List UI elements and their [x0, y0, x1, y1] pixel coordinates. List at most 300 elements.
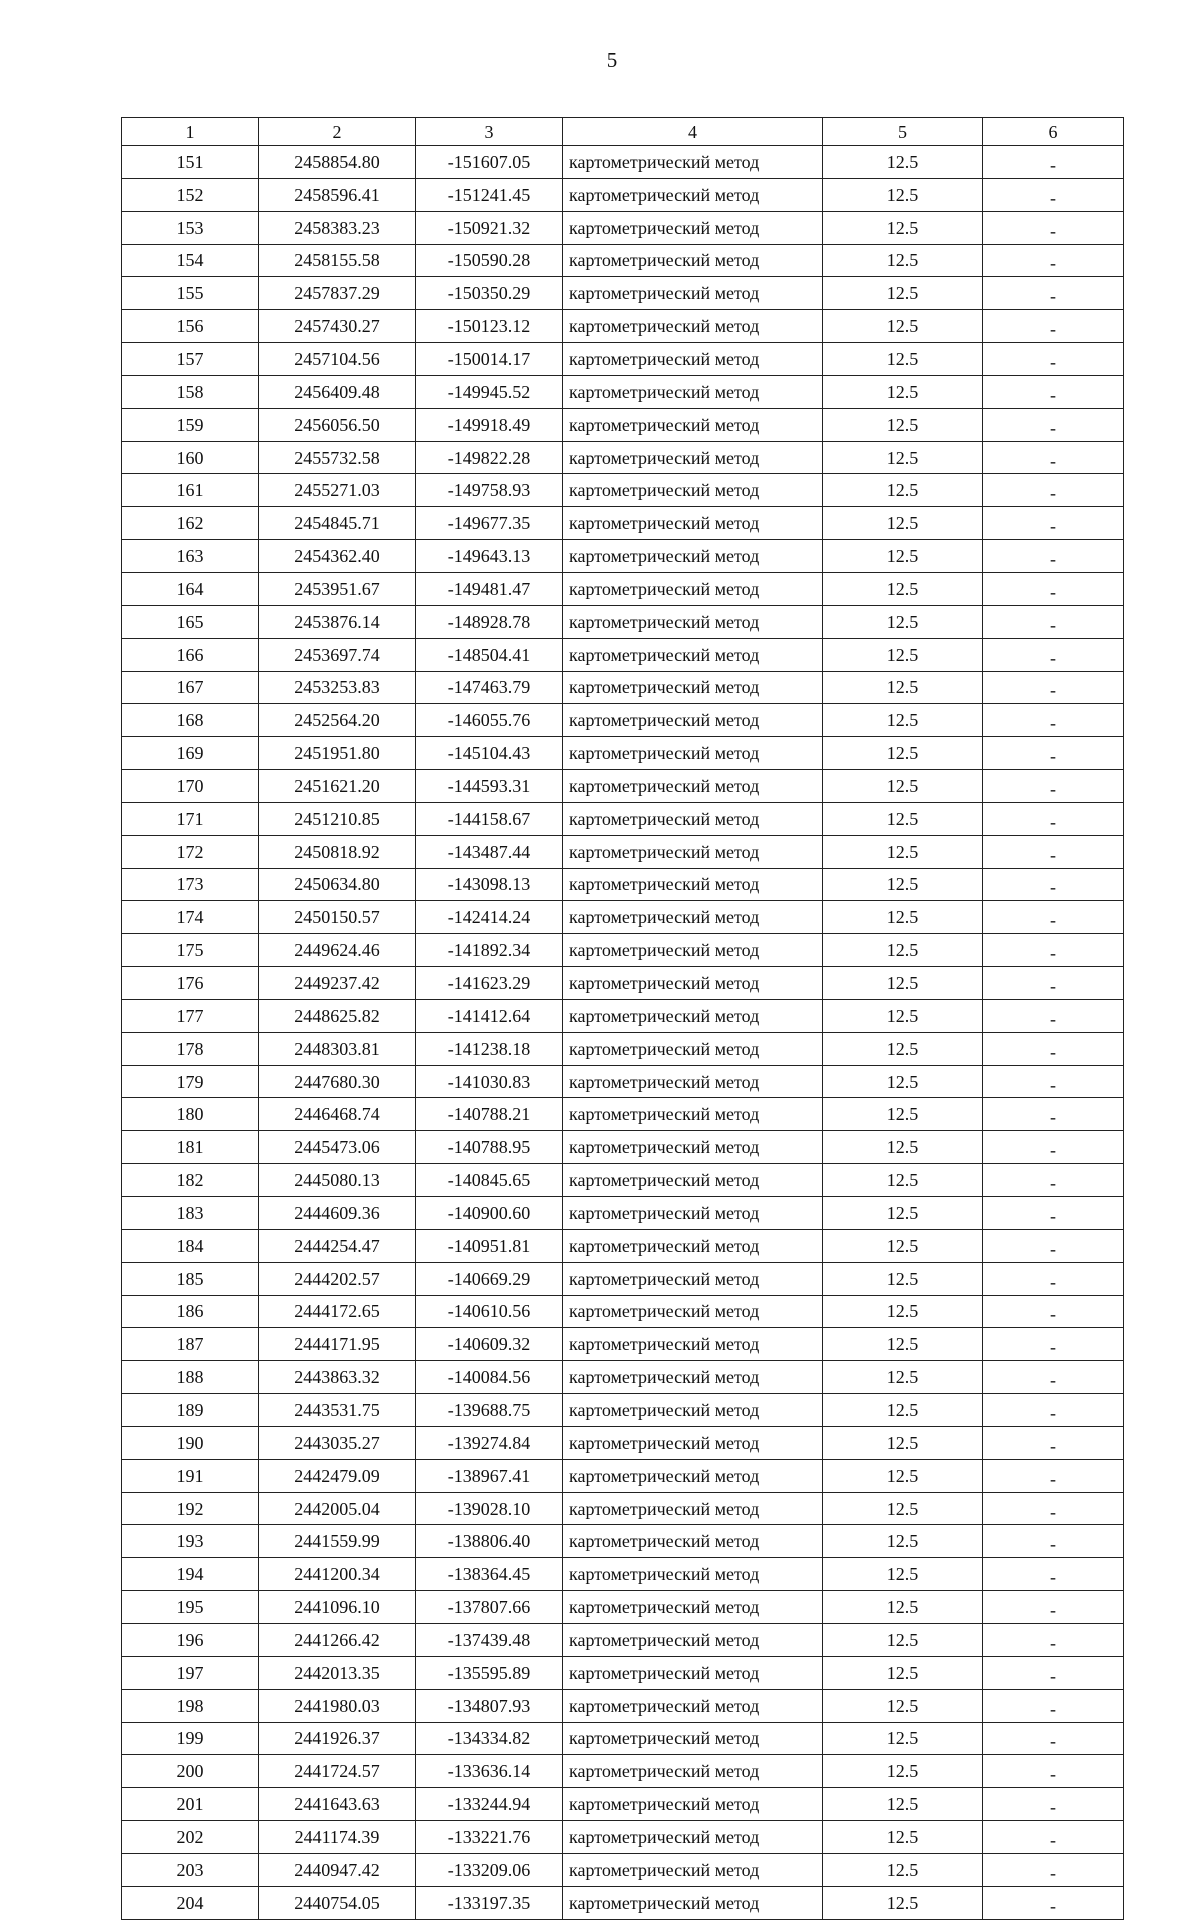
- y-coordinate-cell: -144158.67: [416, 802, 563, 835]
- table-row: [122, 638, 1124, 671]
- accuracy-cell: 12.5: [823, 310, 983, 343]
- point-number-cell: 157: [122, 343, 259, 376]
- accuracy-cell: 12.5: [823, 1459, 983, 1492]
- x-coordinate-cell: 2449624.46: [259, 934, 416, 967]
- note-cell: -: [983, 1131, 1124, 1164]
- y-coordinate-cell: -138806.40: [416, 1525, 563, 1558]
- x-coordinate-cell: 2441200.34: [259, 1558, 416, 1591]
- table-row: [122, 408, 1124, 441]
- point-number-cell: 189: [122, 1394, 259, 1427]
- header-col-4: 4: [563, 118, 823, 146]
- note-cell: -: [983, 1295, 1124, 1328]
- y-coordinate-cell: -140951.81: [416, 1229, 563, 1262]
- point-number-cell: 191: [122, 1459, 259, 1492]
- table-row: [122, 507, 1124, 540]
- x-coordinate-cell: 2444202.57: [259, 1262, 416, 1295]
- method-cell: картометрический метод: [563, 572, 823, 605]
- table-row: [122, 1656, 1124, 1689]
- table-row: [122, 146, 1124, 179]
- accuracy-cell: 12.5: [823, 1788, 983, 1821]
- method-cell: картометрический метод: [563, 1262, 823, 1295]
- method-cell: картометрический метод: [563, 1788, 823, 1821]
- accuracy-cell: 12.5: [823, 835, 983, 868]
- note-cell: -: [983, 671, 1124, 704]
- y-coordinate-cell: -148504.41: [416, 638, 563, 671]
- x-coordinate-cell: 2444609.36: [259, 1197, 416, 1230]
- method-cell: картометрический метод: [563, 408, 823, 441]
- x-coordinate-cell: 2451210.85: [259, 802, 416, 835]
- table-row: [122, 737, 1124, 770]
- point-number-cell: 160: [122, 441, 259, 474]
- x-coordinate-cell: 2441926.37: [259, 1722, 416, 1755]
- method-cell: картометрический метод: [563, 211, 823, 244]
- x-coordinate-cell: 2457837.29: [259, 277, 416, 310]
- method-cell: картометрический метод: [563, 1853, 823, 1886]
- table-row: [122, 540, 1124, 573]
- accuracy-cell: 12.5: [823, 1525, 983, 1558]
- note-cell: -: [983, 1262, 1124, 1295]
- header-col-1: 1: [122, 118, 259, 146]
- y-coordinate-cell: -149758.93: [416, 474, 563, 507]
- accuracy-cell: 12.5: [823, 638, 983, 671]
- header-col-6: 6: [983, 118, 1124, 146]
- method-cell: картометрический метод: [563, 999, 823, 1032]
- y-coordinate-cell: -138967.41: [416, 1459, 563, 1492]
- accuracy-cell: 12.5: [823, 1492, 983, 1525]
- y-coordinate-cell: -140610.56: [416, 1295, 563, 1328]
- x-coordinate-cell: 2458596.41: [259, 178, 416, 211]
- y-coordinate-cell: -142414.24: [416, 901, 563, 934]
- y-coordinate-cell: -150590.28: [416, 244, 563, 277]
- note-cell: -: [983, 802, 1124, 835]
- table-header-row: [122, 118, 1124, 146]
- method-cell: картометрический метод: [563, 1722, 823, 1755]
- y-coordinate-cell: -148928.78: [416, 605, 563, 638]
- coordinates-table: [121, 117, 1124, 1920]
- method-cell: картометрический метод: [563, 1197, 823, 1230]
- table-row: [122, 474, 1124, 507]
- point-number-cell: 187: [122, 1328, 259, 1361]
- accuracy-cell: 12.5: [823, 802, 983, 835]
- accuracy-cell: 12.5: [823, 408, 983, 441]
- accuracy-cell: 12.5: [823, 507, 983, 540]
- note-cell: -: [983, 244, 1124, 277]
- table-row: [122, 1229, 1124, 1262]
- y-coordinate-cell: -134807.93: [416, 1689, 563, 1722]
- table-row: [122, 244, 1124, 277]
- table-row: [122, 1361, 1124, 1394]
- table-row: [122, 1098, 1124, 1131]
- accuracy-cell: 12.5: [823, 1821, 983, 1854]
- method-cell: картометрический метод: [563, 1032, 823, 1065]
- note-cell: -: [983, 1065, 1124, 1098]
- point-number-cell: 165: [122, 605, 259, 638]
- method-cell: картометрический метод: [563, 1065, 823, 1098]
- table-row: [122, 1591, 1124, 1624]
- accuracy-cell: 12.5: [823, 1131, 983, 1164]
- method-cell: картометрический метод: [563, 1525, 823, 1558]
- point-number-cell: 196: [122, 1623, 259, 1656]
- table-row: [122, 343, 1124, 376]
- accuracy-cell: 12.5: [823, 671, 983, 704]
- method-cell: картометрический метод: [563, 343, 823, 376]
- note-cell: -: [983, 1591, 1124, 1624]
- y-coordinate-cell: -141412.64: [416, 999, 563, 1032]
- accuracy-cell: 12.5: [823, 605, 983, 638]
- note-cell: -: [983, 770, 1124, 803]
- y-coordinate-cell: -140084.56: [416, 1361, 563, 1394]
- method-cell: картометрический метод: [563, 1131, 823, 1164]
- table-row: [122, 934, 1124, 967]
- point-number-cell: 199: [122, 1722, 259, 1755]
- table-row: [122, 1886, 1124, 1919]
- x-coordinate-cell: 2443863.32: [259, 1361, 416, 1394]
- table-row: [122, 1131, 1124, 1164]
- y-coordinate-cell: -150123.12: [416, 310, 563, 343]
- note-cell: -: [983, 540, 1124, 573]
- y-coordinate-cell: -149918.49: [416, 408, 563, 441]
- y-coordinate-cell: -138364.45: [416, 1558, 563, 1591]
- accuracy-cell: 12.5: [823, 1689, 983, 1722]
- point-number-cell: 178: [122, 1032, 259, 1065]
- accuracy-cell: 12.5: [823, 211, 983, 244]
- y-coordinate-cell: -137439.48: [416, 1623, 563, 1656]
- point-number-cell: 167: [122, 671, 259, 704]
- note-cell: -: [983, 178, 1124, 211]
- note-cell: -: [983, 507, 1124, 540]
- point-number-cell: 151: [122, 146, 259, 179]
- point-number-cell: 162: [122, 507, 259, 540]
- y-coordinate-cell: -144593.31: [416, 770, 563, 803]
- table-row: [122, 835, 1124, 868]
- note-cell: -: [983, 1328, 1124, 1361]
- table-row: [122, 1821, 1124, 1854]
- method-cell: картометрический метод: [563, 1689, 823, 1722]
- note-cell: -: [983, 638, 1124, 671]
- note-cell: -: [983, 1197, 1124, 1230]
- point-number-cell: 195: [122, 1591, 259, 1624]
- x-coordinate-cell: 2448625.82: [259, 999, 416, 1032]
- accuracy-cell: 12.5: [823, 704, 983, 737]
- table-row: [122, 1525, 1124, 1558]
- table-row: [122, 868, 1124, 901]
- table-row: [122, 1295, 1124, 1328]
- table-row: [122, 572, 1124, 605]
- y-coordinate-cell: -140788.95: [416, 1131, 563, 1164]
- method-cell: картометрический метод: [563, 178, 823, 211]
- note-cell: -: [983, 737, 1124, 770]
- point-number-cell: 159: [122, 408, 259, 441]
- x-coordinate-cell: 2455271.03: [259, 474, 416, 507]
- accuracy-cell: 12.5: [823, 1623, 983, 1656]
- note-cell: -: [983, 1032, 1124, 1065]
- table-row: [122, 310, 1124, 343]
- note-cell: -: [983, 1361, 1124, 1394]
- table-body: [122, 146, 1124, 1920]
- accuracy-cell: 12.5: [823, 244, 983, 277]
- x-coordinate-cell: 2443035.27: [259, 1426, 416, 1459]
- accuracy-cell: 12.5: [823, 474, 983, 507]
- note-cell: -: [983, 375, 1124, 408]
- x-coordinate-cell: 2444254.47: [259, 1229, 416, 1262]
- table-row: [122, 1722, 1124, 1755]
- note-cell: -: [983, 310, 1124, 343]
- accuracy-cell: 12.5: [823, 934, 983, 967]
- accuracy-cell: 12.5: [823, 1229, 983, 1262]
- point-number-cell: 201: [122, 1788, 259, 1821]
- y-coordinate-cell: -140900.60: [416, 1197, 563, 1230]
- accuracy-cell: 12.5: [823, 1656, 983, 1689]
- x-coordinate-cell: 2442005.04: [259, 1492, 416, 1525]
- table-row: [122, 1558, 1124, 1591]
- point-number-cell: 158: [122, 375, 259, 408]
- note-cell: -: [983, 1656, 1124, 1689]
- table-row: [122, 1492, 1124, 1525]
- accuracy-cell: 12.5: [823, 868, 983, 901]
- accuracy-cell: 12.5: [823, 343, 983, 376]
- point-number-cell: 192: [122, 1492, 259, 1525]
- x-coordinate-cell: 2458155.58: [259, 244, 416, 277]
- method-cell: картометрический метод: [563, 277, 823, 310]
- table-row: [122, 277, 1124, 310]
- y-coordinate-cell: -150921.32: [416, 211, 563, 244]
- point-number-cell: 173: [122, 868, 259, 901]
- y-coordinate-cell: -135595.89: [416, 1656, 563, 1689]
- point-number-cell: 155: [122, 277, 259, 310]
- x-coordinate-cell: 2453697.74: [259, 638, 416, 671]
- y-coordinate-cell: -149945.52: [416, 375, 563, 408]
- y-coordinate-cell: -133244.94: [416, 1788, 563, 1821]
- method-cell: картометрический метод: [563, 441, 823, 474]
- x-coordinate-cell: 2456056.50: [259, 408, 416, 441]
- method-cell: картометрический метод: [563, 901, 823, 934]
- method-cell: картометрический метод: [563, 310, 823, 343]
- accuracy-cell: 12.5: [823, 572, 983, 605]
- accuracy-cell: 12.5: [823, 1164, 983, 1197]
- x-coordinate-cell: 2445473.06: [259, 1131, 416, 1164]
- table-row: [122, 211, 1124, 244]
- x-coordinate-cell: 2441174.39: [259, 1821, 416, 1854]
- x-coordinate-cell: 2441980.03: [259, 1689, 416, 1722]
- note-cell: -: [983, 343, 1124, 376]
- x-coordinate-cell: 2441643.63: [259, 1788, 416, 1821]
- x-coordinate-cell: 2458854.80: [259, 146, 416, 179]
- table-row: [122, 375, 1124, 408]
- point-number-cell: 204: [122, 1886, 259, 1919]
- x-coordinate-cell: 2454845.71: [259, 507, 416, 540]
- method-cell: картометрический метод: [563, 1229, 823, 1262]
- x-coordinate-cell: 2457430.27: [259, 310, 416, 343]
- note-cell: -: [983, 1788, 1124, 1821]
- x-coordinate-cell: 2451951.80: [259, 737, 416, 770]
- method-cell: картометрический метод: [563, 835, 823, 868]
- y-coordinate-cell: -133197.35: [416, 1886, 563, 1919]
- accuracy-cell: 12.5: [823, 178, 983, 211]
- accuracy-cell: 12.5: [823, 999, 983, 1032]
- x-coordinate-cell: 2455732.58: [259, 441, 416, 474]
- x-coordinate-cell: 2456409.48: [259, 375, 416, 408]
- point-number-cell: 202: [122, 1821, 259, 1854]
- accuracy-cell: 12.5: [823, 277, 983, 310]
- x-coordinate-cell: 2451621.20: [259, 770, 416, 803]
- y-coordinate-cell: -141892.34: [416, 934, 563, 967]
- point-number-cell: 170: [122, 770, 259, 803]
- method-cell: картометрический метод: [563, 1426, 823, 1459]
- y-coordinate-cell: -139688.75: [416, 1394, 563, 1427]
- x-coordinate-cell: 2457104.56: [259, 343, 416, 376]
- x-coordinate-cell: 2440947.42: [259, 1853, 416, 1886]
- table-row: [122, 1197, 1124, 1230]
- method-cell: картометрический метод: [563, 868, 823, 901]
- y-coordinate-cell: -147463.79: [416, 671, 563, 704]
- accuracy-cell: 12.5: [823, 1558, 983, 1591]
- table-row: [122, 901, 1124, 934]
- method-cell: картометрический метод: [563, 704, 823, 737]
- point-number-cell: 175: [122, 934, 259, 967]
- accuracy-cell: 12.5: [823, 441, 983, 474]
- y-coordinate-cell: -134334.82: [416, 1722, 563, 1755]
- method-cell: картометрический метод: [563, 1459, 823, 1492]
- x-coordinate-cell: 2440754.05: [259, 1886, 416, 1919]
- table-row: [122, 704, 1124, 737]
- method-cell: картометрический метод: [563, 474, 823, 507]
- note-cell: -: [983, 1558, 1124, 1591]
- method-cell: картометрический метод: [563, 1361, 823, 1394]
- point-number-cell: 171: [122, 802, 259, 835]
- point-number-cell: 161: [122, 474, 259, 507]
- note-cell: -: [983, 146, 1124, 179]
- table-row: [122, 1853, 1124, 1886]
- method-cell: картометрический метод: [563, 507, 823, 540]
- point-number-cell: 193: [122, 1525, 259, 1558]
- method-cell: картометрический метод: [563, 1328, 823, 1361]
- note-cell: -: [983, 1623, 1124, 1656]
- table-row: [122, 441, 1124, 474]
- x-coordinate-cell: 2441559.99: [259, 1525, 416, 1558]
- note-cell: -: [983, 901, 1124, 934]
- header-col-5: 5: [823, 118, 983, 146]
- point-number-cell: 190: [122, 1426, 259, 1459]
- point-number-cell: 172: [122, 835, 259, 868]
- accuracy-cell: 12.5: [823, 1426, 983, 1459]
- note-cell: -: [983, 1689, 1124, 1722]
- accuracy-cell: 12.5: [823, 1361, 983, 1394]
- accuracy-cell: 12.5: [823, 1065, 983, 1098]
- table-row: [122, 999, 1124, 1032]
- x-coordinate-cell: 2458383.23: [259, 211, 416, 244]
- table-row: [122, 1788, 1124, 1821]
- x-coordinate-cell: 2443531.75: [259, 1394, 416, 1427]
- point-number-cell: 177: [122, 999, 259, 1032]
- accuracy-cell: 12.5: [823, 967, 983, 1000]
- method-cell: картометрический метод: [563, 1394, 823, 1427]
- point-number-cell: 188: [122, 1361, 259, 1394]
- method-cell: картометрический метод: [563, 540, 823, 573]
- method-cell: картометрический метод: [563, 1164, 823, 1197]
- y-coordinate-cell: -150350.29: [416, 277, 563, 310]
- accuracy-cell: 12.5: [823, 1098, 983, 1131]
- method-cell: картометрический метод: [563, 671, 823, 704]
- y-coordinate-cell: -141030.83: [416, 1065, 563, 1098]
- method-cell: картометрический метод: [563, 1591, 823, 1624]
- method-cell: картометрический метод: [563, 934, 823, 967]
- table-row: [122, 605, 1124, 638]
- note-cell: -: [983, 1164, 1124, 1197]
- y-coordinate-cell: -143487.44: [416, 835, 563, 868]
- y-coordinate-cell: -140669.29: [416, 1262, 563, 1295]
- note-cell: -: [983, 934, 1124, 967]
- note-cell: -: [983, 441, 1124, 474]
- note-cell: -: [983, 211, 1124, 244]
- y-coordinate-cell: -139274.84: [416, 1426, 563, 1459]
- point-number-cell: 166: [122, 638, 259, 671]
- accuracy-cell: 12.5: [823, 1262, 983, 1295]
- note-cell: -: [983, 572, 1124, 605]
- method-cell: картометрический метод: [563, 737, 823, 770]
- table-row: [122, 178, 1124, 211]
- point-number-cell: 168: [122, 704, 259, 737]
- method-cell: картометрический метод: [563, 1755, 823, 1788]
- note-cell: -: [983, 1886, 1124, 1919]
- accuracy-cell: 12.5: [823, 1197, 983, 1230]
- y-coordinate-cell: -150014.17: [416, 343, 563, 376]
- method-cell: картометрический метод: [563, 244, 823, 277]
- note-cell: -: [983, 1459, 1124, 1492]
- point-number-cell: 164: [122, 572, 259, 605]
- accuracy-cell: 12.5: [823, 1722, 983, 1755]
- table-row: [122, 1164, 1124, 1197]
- method-cell: картометрический метод: [563, 1821, 823, 1854]
- y-coordinate-cell: -140609.32: [416, 1328, 563, 1361]
- x-coordinate-cell: 2448303.81: [259, 1032, 416, 1065]
- point-number-cell: 176: [122, 967, 259, 1000]
- table-row: [122, 1262, 1124, 1295]
- accuracy-cell: 12.5: [823, 540, 983, 573]
- x-coordinate-cell: 2442479.09: [259, 1459, 416, 1492]
- table-row: [122, 1623, 1124, 1656]
- method-cell: картометрический метод: [563, 1623, 823, 1656]
- note-cell: -: [983, 605, 1124, 638]
- point-number-cell: 183: [122, 1197, 259, 1230]
- x-coordinate-cell: 2447680.30: [259, 1065, 416, 1098]
- x-coordinate-cell: 2452564.20: [259, 704, 416, 737]
- table-row: [122, 1426, 1124, 1459]
- y-coordinate-cell: -137807.66: [416, 1591, 563, 1624]
- y-coordinate-cell: -145104.43: [416, 737, 563, 770]
- note-cell: -: [983, 1755, 1124, 1788]
- x-coordinate-cell: 2444172.65: [259, 1295, 416, 1328]
- note-cell: -: [983, 1426, 1124, 1459]
- x-coordinate-cell: 2441266.42: [259, 1623, 416, 1656]
- note-cell: -: [983, 1853, 1124, 1886]
- table-row: [122, 967, 1124, 1000]
- x-coordinate-cell: 2450818.92: [259, 835, 416, 868]
- accuracy-cell: 12.5: [823, 1032, 983, 1065]
- y-coordinate-cell: -140788.21: [416, 1098, 563, 1131]
- method-cell: картометрический метод: [563, 146, 823, 179]
- y-coordinate-cell: -146055.76: [416, 704, 563, 737]
- table-row: [122, 802, 1124, 835]
- header-col-3: 3: [416, 118, 563, 146]
- table-row: [122, 1689, 1124, 1722]
- accuracy-cell: 12.5: [823, 901, 983, 934]
- accuracy-cell: 12.5: [823, 1591, 983, 1624]
- y-coordinate-cell: -133221.76: [416, 1821, 563, 1854]
- point-number-cell: 169: [122, 737, 259, 770]
- method-cell: картометрический метод: [563, 1492, 823, 1525]
- y-coordinate-cell: -140845.65: [416, 1164, 563, 1197]
- y-coordinate-cell: -149643.13: [416, 540, 563, 573]
